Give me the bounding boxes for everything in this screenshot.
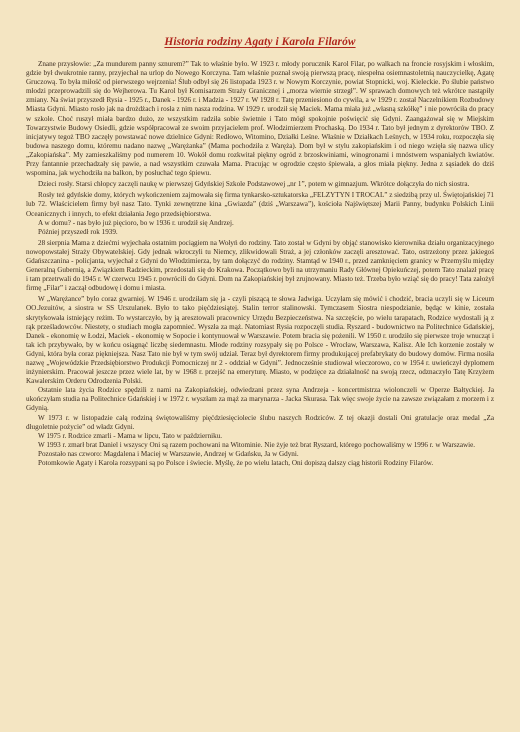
document-title-text: Historia rodziny Agaty i Karola Filarów xyxy=(164,36,356,48)
paragraph: W „Warężance” było coraz gwarniej. W 1946 r. urodziłam się ja - czyli piszącą te słowa Jadwiga. Uczyłam się mówić i chodzić, bracia uczyli się w Liceum OO.Jezuitów, a siostra w SS Urszulanek. Było to tako pięćdziesiątej. Stalin terror stalinowski. Tymczasem Siostra niespodzianie, będąc w kinie, została skrytykowała istniejący reżim. To wystarczyło, by ją aresztowali pracownicy Urzędu Bezpieczeństwa. Na szczęście, po wielu tarapatach, Rodzice wydostali ją z rąk prześladowców. Niestety, o studiach mogła zapomnieć. Wyszła za mąż. Natomiast Rysia rozpoczęli studia. Ryszard - budownictwo na Politechnice Gdańskiej, Danek - ekonomię w Łodzi, Maciek - ekonomię w Sopocie i kontynuował w Warszawie. Potem bracia się pożenili. W 1950 r. urodziło się pierwsze troje wnucząt i tak ich przybywało, by w końcu osiągnąć liczbę siedemnastu. Młode rodziny rozsypały się po Polsce - Wrocław, Warszawa, Kalisz. Ale Ich korzenie zostały w Gdyni, która była coraz piękniejsza. Nasz Tato nie był w tym swój udział. Teraz był dyrektorem firmy produkującej prefabrykaty do budowy domów. Firma nosiła nazwę „Wojewódzkie Przedsiębiorstwo Produkcji Pomocniczej nr 2 - oddział w Gdyni”. Jednocześnie studiował wieczorowo, co w 1954 r. uwieńczył dyplomem inżynierskim. Pracował jeszcze przez wiele lat, by w 1968 r. przejść na emeryturę. Miasto, w podzięce za działalność na swoją rzecz, odznaczyło Tatę Krzyżem Kawalerskim Orderu Odrodzenia Polski. xyxy=(26,295,494,386)
paragraph: W 1975 r. Rodzice zmarli - Mama w lipcu, Tato w październiku. xyxy=(38,431,223,440)
paragraph: Rosły też gdyńskie domy, których wykończeniem zajmowała się firma tynkarsko-sztukatorska „FELZYTYN I TROCAL” z siedzibą przy ul. Świętojańskiej 71 lub 72. Właścicielem firmy był nasz Tato. Tynki zewnętrzne kina „Gwiazda” (dziś „Warszawa”), kościoła Najświętszej Marii Panny, budynku Polskich Linii Oceanicznych i innych, to efekt działania Jego przedsiębiorstwa. xyxy=(26,191,494,218)
paragraph: Pozostało nas czworo: Magdalena i Maciej w Warszawie, Andrzej w Gdańsku, Ja w Gdyni. xyxy=(38,449,299,458)
paragraph: W 1993 r. zmarł brat Daniel i wszyscy Oni są razem pochowani na Witominie. Nie żyje też brat Ryszard, którego pochowaliśmy w 1996 r. w Warszawie. xyxy=(38,440,476,449)
paragraph: Ostatnie lata życia Rodzice spędzili z nami na Zakopiańskiej, odwiedzani przez syna Andrzeja - koncertmistrza wiolonczeli w Operze Bałtyckiej. Ja ukończyłam studia na Politechnice Gdańskiej i w 1972 r. wyszłam za mąż za marynarza - Jacka Skurasa. Tak więc swoje życie na zawsze związałam z morzem i z Gdynią. xyxy=(26,386,494,413)
paragraph: Dzieci rosły. Starsi chłopcy zaczęli naukę w pierwszej Gdyńskiej Szkole Podstawowej „nr 1”, potem w gimnazjum. Wkrótce dołączyła do nich siostra. xyxy=(38,180,470,189)
paragraph: Później przyszedł rok 1939. xyxy=(38,227,118,236)
paragraph: 28 sierpnia Mama z dziećmi wyjechała ostatnim pociągiem na Wołyń do rodziny. Tato został w Gdyni by objąć stanowisko kierownika działu organizacyjnego nowopowstałej Straży Obywatelskiej. Gdy jednak wkroczyli tu Niemcy, zlikwidowali Straż, a jej członków zaczęli aresztować. Tato, ostrzeżony przez jakiegoś Gdańszczanina - policjanta, wyjechał z Gdyni do Włodzimierza, by tam dołączyć do rodziny. Stamtąd w 1940 r., przed zamknięciem granicy w Przemyślu między Generalną Gubernią, a Związkiem Radzieckim, przedostali się do Krakowa. Początkowo byli na utrzymaniu Rady Głównej Opiekuńczej, potem Tato znalazł pracę i tam przetrwali do 1945 r. W czerwcu 1945 r. powrócili do Gdyni. Dom na Zakopiańskiej był zrujnowany. Miasto też. Trzeba było wziąć się do pracy! Tata założył firmę „Filar” i zaczął odbudowę i domu i miasta. xyxy=(26,238,494,293)
paragraph: Potomkowie Agaty i Karola rozsypani są po Polsce i świecie. Myślę, że po wielu latach, Oni dopiszą dalszy ciąg historii Rodziny Filarów. xyxy=(38,459,434,468)
paragraph: Znane przysłowie: „Za mundurem panny sznurem?” Tak to właśnie było. W 1923 r. młody porucznik Karol Filar, po walkach na froncie rosyjskim i włoskim, gdzie był dwukrotnie ranny, przyjechał na urlop do Nowego Korczyna. Tam właśnie poznał swoją pierwszą pracę, niespełna osiemnastoletnią nauczycielkę, Agatę Gruczową. To była miłość od pierwszego wejrzenia! Ślub odbył się 26 listopada 1923 r. w Nowym Korczynie, powiat Stopnicki, woj. Kieleckie. Po ślubie państwo młodzi przeprowadzili się do Wejherowa. Tu Karol był Komisarzem Straży Granicznej i „morza wiernie strzegł”. W sprawach domowych też wkrótce nastąpiły zmiany. Na świat przyszedł Rysia - 1925 r., Danek - 1926 r. i Madzia - 1927 r. W 1928 r. Tatę przeniesiono do cywila, a w 1929 r. został Naczelnikiem Rozbudowy Miasta Gdyni. Miasto rosło jak na drożdżach i rosła z nim nasza rodzina. W 1929 r. urodził się Maciek. Mama miała już „własną szkółkę” i nie powróciła do pracy w szkole. Choć ruszył miała bardzo dużo, ze wszystkim radziła sobie świetnie i Tato mógł spokojnie poświęcić się Gdyni. Zaangażował się w Miejskim Towarzystwie Budowy Osiedli, gdzie współpracował ze swoim przyjacielem prof. Włodzimierzem Prochaską. Do 1934 r. Tato był jednym z dyrektorów TBO. Z inicjatywy tegoż TBO zaczęły powstawać nowe dzielnice Gdyni: Redłowo, Witomino, Działki Leśne. Właśnie w Działkach Leśnych, w 1934 roku, rozpoczęła się budowa naszego domu, któremu nadano nazwę „Warężanka” (Mama pochodziła z Waręża). Dom był w stylu zakopiańskim i od niego wzięła się nazwa ulicy „Zakopiańska”. My zamieszkaliśmy pod numerem 10. Wokół domu rozkwitał piękny ogród z brzoskwiniami, winogronami i mnóstwem wspaniałych kwiatów. Przy fantannie przechadzały się pawie, a nad wszystkim czuwała Mama. Pracując w ogrodzie często śpiewała, a głos miała piękny. Jedna z sąsiadek do dziś wspomina, jak wychodziła na balkon, by posłuchać tego śpiewu. xyxy=(26,60,494,178)
document-body xyxy=(26,60,494,468)
paragraph: A w domu? - nas było już pięcioro, bo w 1936 r. urodził się Andrzej. xyxy=(38,218,234,227)
document-title xyxy=(26,36,494,48)
paragraph: W 1973 r. w listopadzie całą rodziną świętowaliśmy pięćdziesięciolecie ślubu naszych Rodziców. Z tej okazji dostali Oni gratulacje oraz medal „Za długoletnie pożycie” od władz Gdyni. xyxy=(26,413,494,431)
